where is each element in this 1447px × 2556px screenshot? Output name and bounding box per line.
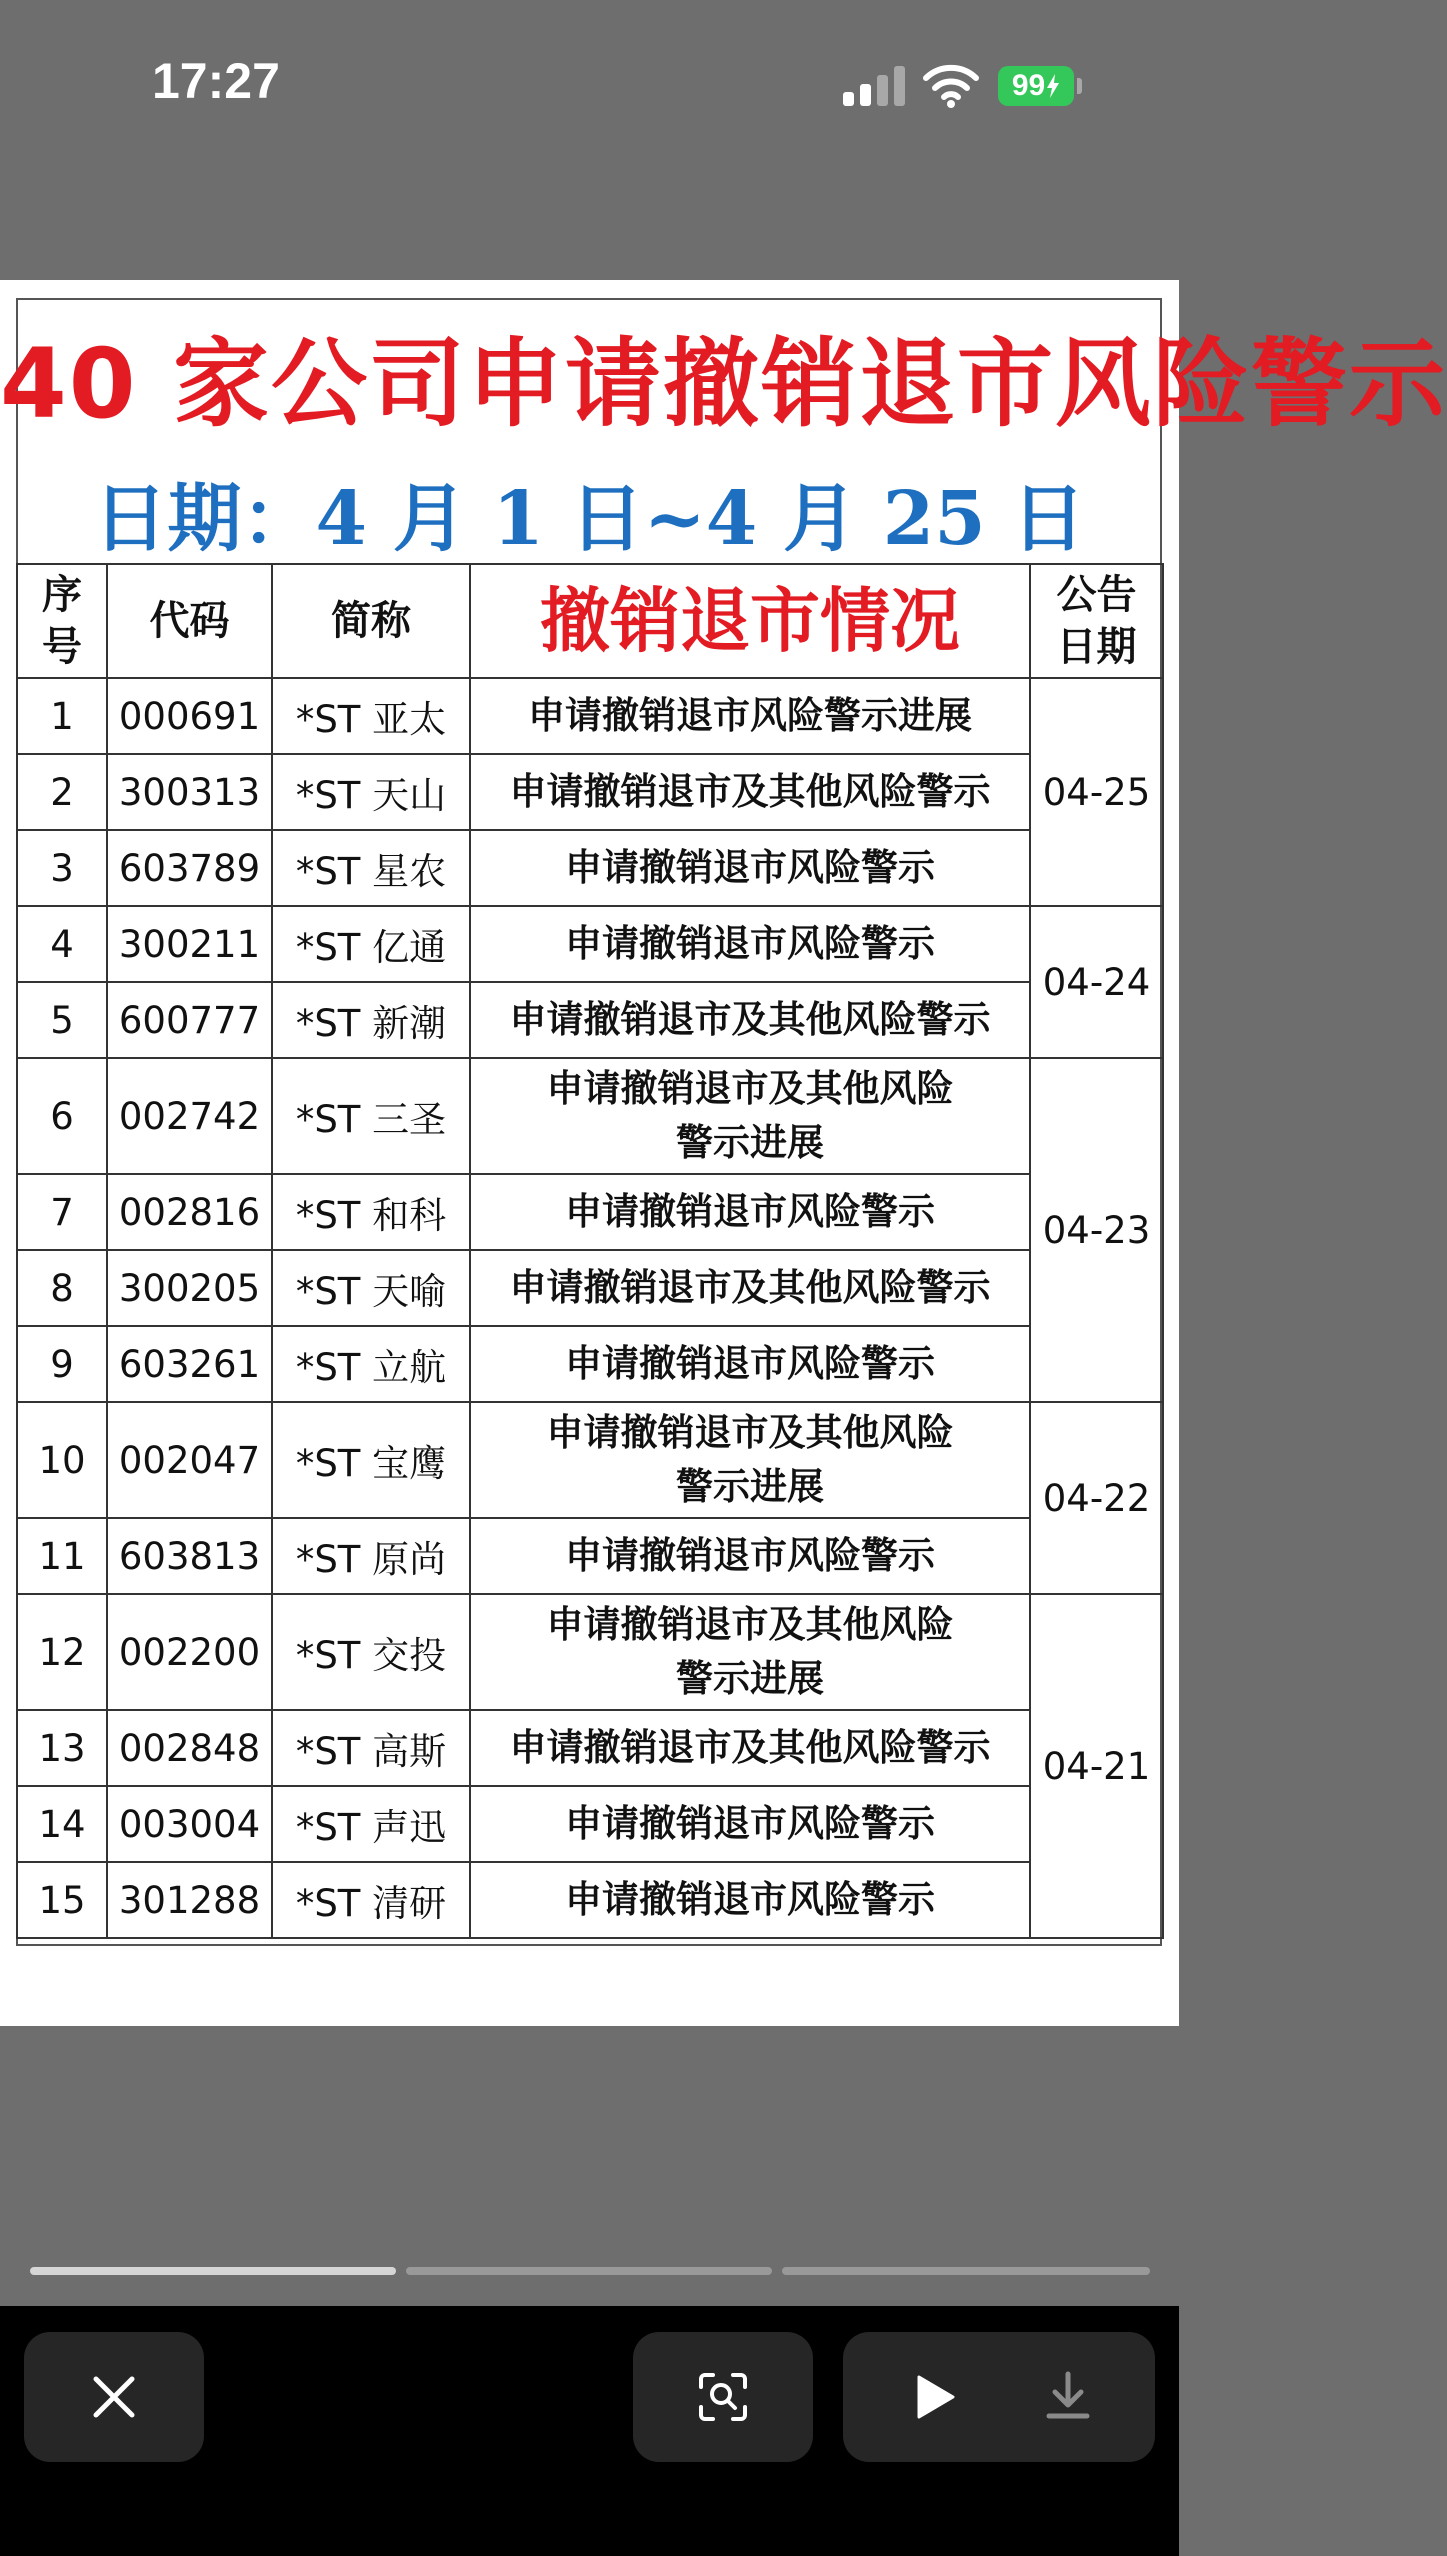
- battery-level: 99: [1011, 69, 1046, 102]
- row-name: *ST 原尚: [272, 1518, 470, 1594]
- row-status-line: 申请撤销退市风险警示: [565, 1534, 935, 1577]
- row-status: [470, 1402, 1030, 1518]
- row-name: *ST 交投: [272, 1594, 470, 1710]
- row-seq: 10: [17, 1402, 107, 1518]
- table-row: [17, 1058, 1163, 1174]
- table-row: [17, 1518, 1163, 1594]
- row-status-line: 警示进展: [676, 1657, 824, 1700]
- row-name: *ST 亿通: [272, 906, 470, 982]
- header-status: 撤销退市情况: [470, 564, 1030, 678]
- row-name: *ST 清研: [272, 1862, 470, 1938]
- header-date: 公告 日期: [1030, 564, 1163, 678]
- viewer-background: [0, 2026, 1179, 2306]
- row-status: [470, 1326, 1030, 1402]
- row-status-line: 申请撤销退市风险警示: [565, 922, 935, 965]
- row-code: 301288: [107, 1862, 272, 1938]
- header-code: 代码: [107, 564, 272, 678]
- row-status: [470, 906, 1030, 982]
- row-code: 300211: [107, 906, 272, 982]
- row-name: *ST 高斯: [272, 1710, 470, 1786]
- companies-table: [16, 563, 1164, 1939]
- row-seq: 1: [17, 678, 107, 754]
- close-button[interactable]: [24, 2332, 204, 2462]
- status-bar: [0, 0, 1179, 280]
- row-status-line: 申请撤销退市及其他风险: [546, 1067, 954, 1110]
- row-seq: 8: [17, 1250, 107, 1326]
- table-row: [17, 1594, 1163, 1710]
- row-status-line: 申请撤销退市及其他风险警示: [509, 1266, 991, 1309]
- row-announcement-date: 04-25: [1030, 678, 1163, 906]
- table-row: [17, 906, 1163, 982]
- row-status: [470, 1710, 1030, 1786]
- row-seq: 12: [17, 1594, 107, 1710]
- row-seq: 15: [17, 1862, 107, 1938]
- table-row: [17, 1174, 1163, 1250]
- row-name: *ST 宝鹰: [272, 1402, 470, 1518]
- row-name: *ST 亚太: [272, 678, 470, 754]
- poster-subtitle: 日期：4 月 1 日~4 月 25 日: [93, 476, 1086, 562]
- row-name: *ST 立航: [272, 1326, 470, 1402]
- row-name: *ST 和科: [272, 1174, 470, 1250]
- table-row: [17, 1402, 1163, 1518]
- row-code: 000691: [107, 678, 272, 754]
- row-code: 603261: [107, 1326, 272, 1402]
- visual-lookup-icon: [697, 2371, 749, 2423]
- row-code: 002200: [107, 1594, 272, 1710]
- page-indicator-1[interactable]: [30, 2267, 396, 2275]
- row-code: 603813: [107, 1518, 272, 1594]
- row-name: *ST 天喻: [272, 1250, 470, 1326]
- row-code: 300313: [107, 754, 272, 830]
- status-time: 17:27: [152, 53, 280, 109]
- row-status: [470, 1786, 1030, 1862]
- wifi-icon: [922, 62, 980, 108]
- row-status: [470, 1594, 1030, 1710]
- row-seq: 11: [17, 1518, 107, 1594]
- header-seq: 序 号: [17, 564, 107, 678]
- row-status-line: 申请撤销退市及其他风险: [546, 1411, 954, 1454]
- row-status: [470, 1862, 1030, 1938]
- row-seq: 5: [17, 982, 107, 1058]
- download-icon[interactable]: [1045, 2370, 1091, 2422]
- row-code: 300205: [107, 1250, 272, 1326]
- photo-viewer-image: [0, 280, 1447, 2026]
- row-status-line: 申请撤销退市及其他风险警示: [509, 998, 991, 1041]
- row-code: 002848: [107, 1710, 272, 1786]
- row-announcement-date: 04-24: [1030, 906, 1163, 1058]
- play-icon[interactable]: [913, 2373, 957, 2421]
- row-seq: 2: [17, 754, 107, 830]
- media-controls-group: [843, 2332, 1155, 2462]
- table-row: [17, 830, 1163, 906]
- table-row: [17, 1862, 1163, 1938]
- row-name: *ST 星农: [272, 830, 470, 906]
- bottom-toolbar: [0, 2306, 1179, 2556]
- table-row: [17, 1786, 1163, 1862]
- row-seq: 7: [17, 1174, 107, 1250]
- row-seq: 4: [17, 906, 107, 982]
- row-status: [470, 1174, 1030, 1250]
- row-status: [470, 982, 1030, 1058]
- row-announcement-date: 04-22: [1030, 1402, 1163, 1594]
- battery-cap: [1077, 78, 1082, 94]
- row-announcement-date: 04-23: [1030, 1058, 1163, 1402]
- row-name: *ST 新潮: [272, 982, 470, 1058]
- row-status-line: 申请撤销退市及其他风险: [546, 1603, 954, 1646]
- row-announcement-date: 04-21: [1030, 1594, 1163, 1938]
- row-status: [470, 830, 1030, 906]
- row-status-line: 警示进展: [676, 1121, 824, 1164]
- table-row: [17, 1250, 1163, 1326]
- row-seq: 6: [17, 1058, 107, 1174]
- row-seq: 9: [17, 1326, 107, 1402]
- row-status-line: 申请撤销退市风险警示: [565, 1878, 935, 1921]
- cellular-signal-icon: [843, 66, 907, 106]
- table-row: [17, 1326, 1163, 1402]
- table-row: [17, 1710, 1163, 1786]
- charging-bolt-icon: [1046, 74, 1060, 98]
- header-name: 简称: [272, 564, 470, 678]
- row-code: 003004: [107, 1786, 272, 1862]
- row-name: *ST 三圣: [272, 1058, 470, 1174]
- row-status-line: 申请撤销退市风险警示进展: [528, 694, 972, 737]
- visual-lookup-button[interactable]: [633, 2332, 813, 2462]
- table-row: [17, 982, 1163, 1058]
- row-code: 603789: [107, 830, 272, 906]
- table-row: [17, 678, 1163, 754]
- table-row: [17, 754, 1163, 830]
- row-seq: 14: [17, 1786, 107, 1862]
- close-icon: [92, 2375, 136, 2419]
- row-code: 002816: [107, 1174, 272, 1250]
- row-name: *ST 天山: [272, 754, 470, 830]
- row-status-line: 申请撤销退市及其他风险警示: [509, 770, 991, 813]
- row-status-line: 申请撤销退市风险警示: [565, 846, 935, 889]
- row-status: [470, 754, 1030, 830]
- row-status-line: 申请撤销退市风险警示: [565, 1802, 935, 1845]
- row-name: *ST 声迅: [272, 1786, 470, 1862]
- row-status-line: 申请撤销退市风险警示: [565, 1342, 935, 1385]
- battery-indicator: [998, 66, 1074, 106]
- poster-title: 40 家公司申请撤销退市风险警示: [0, 328, 1447, 440]
- row-status: [470, 1058, 1030, 1174]
- row-status-line: 申请撤销退市风险警示: [565, 1190, 935, 1233]
- page-indicator-2[interactable]: [406, 2267, 772, 2275]
- row-seq: 13: [17, 1710, 107, 1786]
- row-status-line: 申请撤销退市及其他风险警示: [509, 1726, 991, 1769]
- row-seq: 3: [17, 830, 107, 906]
- row-code: 600777: [107, 982, 272, 1058]
- row-status: [470, 1250, 1030, 1326]
- row-code: 002742: [107, 1058, 272, 1174]
- page-indicator-3[interactable]: [782, 2267, 1150, 2275]
- row-code: 002047: [107, 1402, 272, 1518]
- row-status-line: 警示进展: [676, 1465, 824, 1508]
- table-header-row: [17, 564, 1163, 678]
- row-status: [470, 678, 1030, 754]
- row-status: [470, 1518, 1030, 1594]
